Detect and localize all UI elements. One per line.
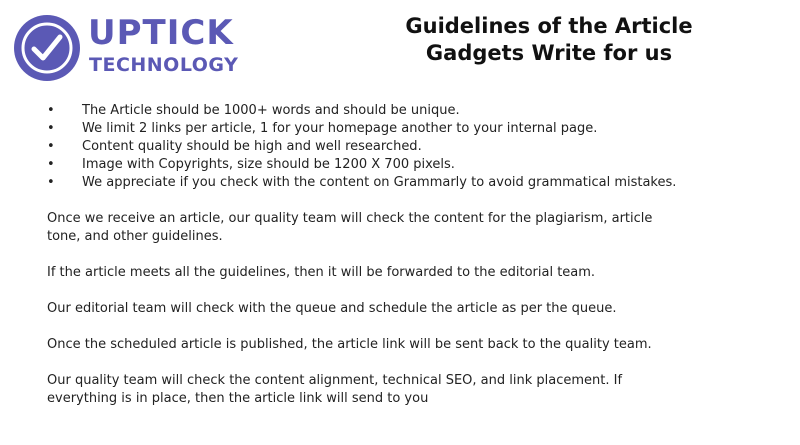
page-title-line-2: Gadgets Write for us: [425, 41, 673, 65]
paragraph-review: Once we receive an article, our quality team will check the content for the plagiarism, article tone, and other guidelines.: [47, 211, 653, 244]
guideline-text: Content quality should be high and well researched.: [82, 139, 422, 154]
guideline-text: The Article should be 1000+ words and should be unique.: [82, 103, 460, 118]
guidelines-body: [47, 102, 687, 408]
guideline-text: We appreciate if you check with the content on Grammarly to avoid grammatical mistakes.: [82, 175, 677, 190]
bullet-icon: •: [47, 121, 55, 136]
guideline-text: Image with Copyrights, size should be 1200 X 700 pixels.: [82, 157, 455, 172]
guideline-item: [47, 138, 687, 156]
guideline-text: We limit 2 links per article, 1 for your homepage another to your internal page.: [82, 121, 598, 136]
logo-wordmark-technology: TECHNOLOGY: [89, 54, 239, 76]
paragraph-forwarding: If the article meets all the guidelines, then it will be forwarded to the editorial team.: [47, 265, 596, 280]
checkmark-icon: [14, 15, 80, 81]
guidelines-list: [47, 102, 687, 192]
guideline-item: [47, 120, 687, 138]
bullet-icon: •: [47, 157, 55, 172]
logo-wordmark-uptick: UPTICK: [88, 13, 234, 53]
page-title-line-1: Guidelines of the Article: [405, 14, 693, 38]
guideline-item: [47, 102, 687, 120]
bullet-icon: •: [47, 139, 55, 154]
paragraph-publishing: Once the scheduled article is published, the article link will be sent back to the quality team.: [47, 337, 652, 352]
page-title: [370, 13, 728, 67]
uptick-technology-logo: [14, 12, 244, 84]
bullet-icon: •: [47, 103, 55, 118]
bullet-icon: •: [47, 175, 55, 190]
paragraph-scheduling: Our editorial team will check with the queue and schedule the article as per the queue.: [47, 301, 617, 316]
guideline-item: [47, 174, 687, 192]
paragraph-final-check: Our quality team will check the content alignment, technical SEO, and link placement. If everything is in place, then the article link will send to you: [47, 373, 623, 406]
guideline-item: [47, 156, 687, 174]
